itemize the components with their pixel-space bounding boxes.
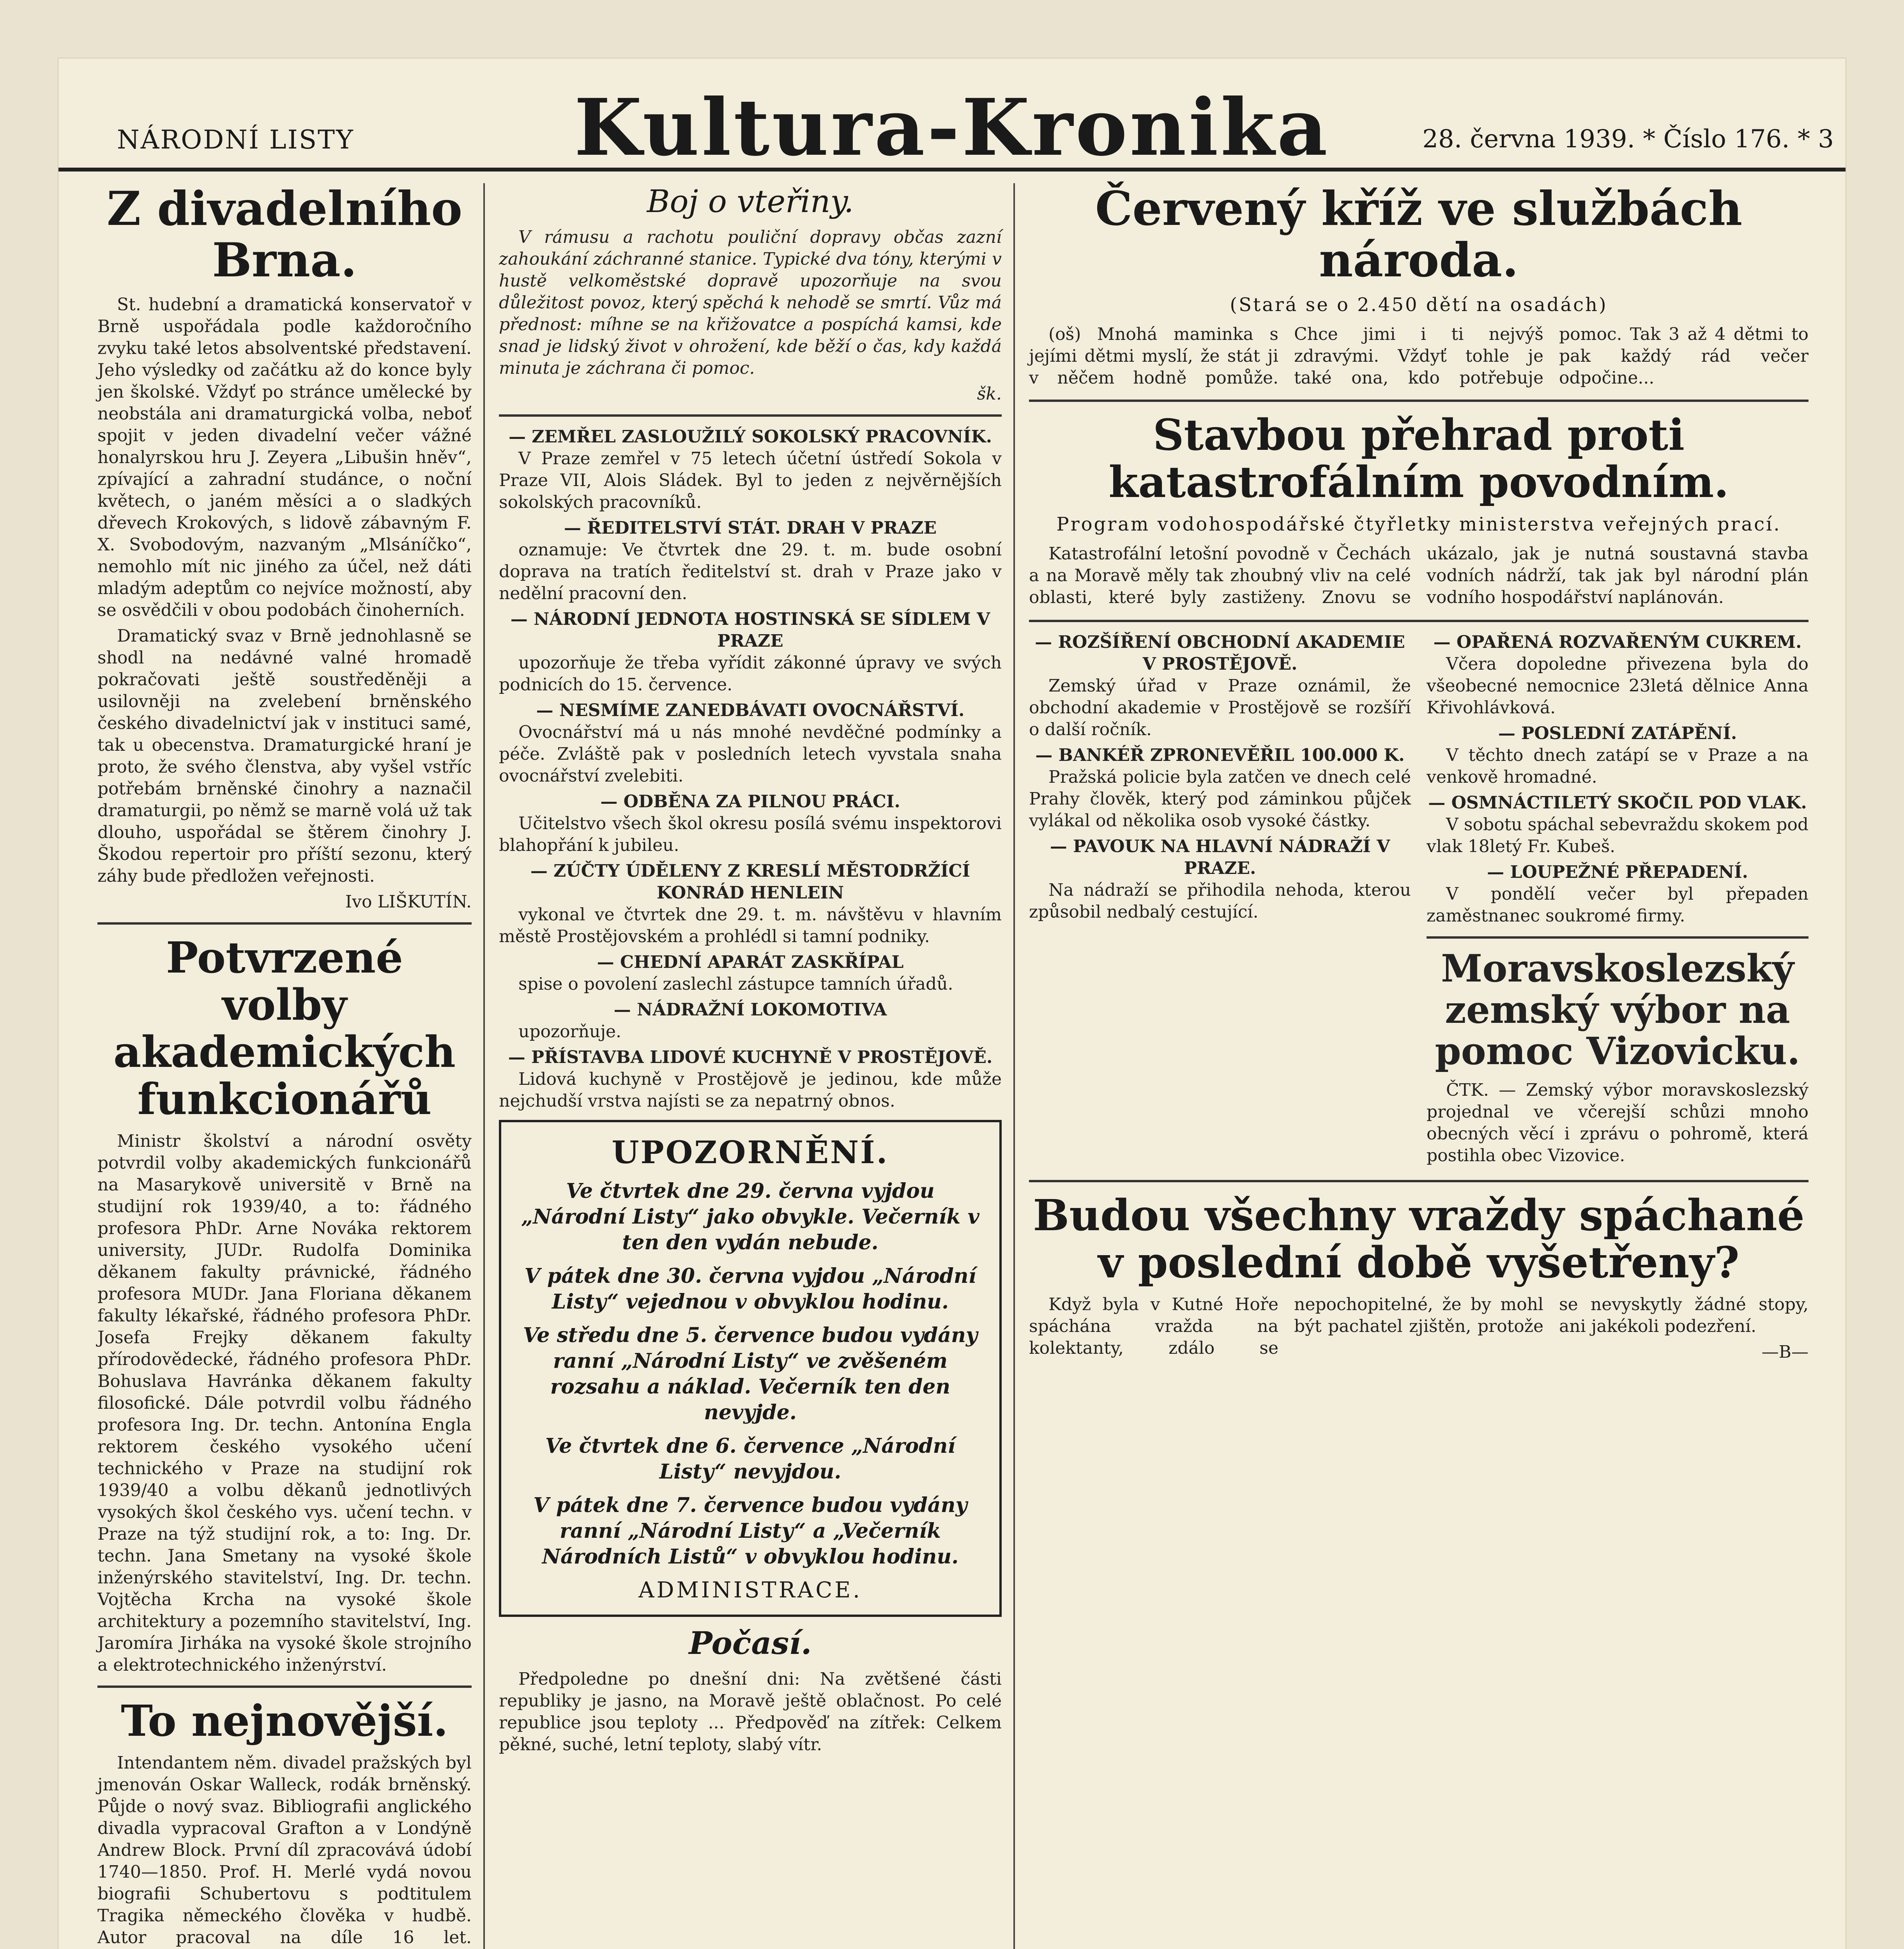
news-brief-text: oznamuje: Ve čtvrtek dne 29. t. m. bude osobní doprava na tratích ředitelství st. drah v Praze jako v nedělní pracovní den. bbox=[499, 540, 1002, 603]
newest-headline: To nejnovější. bbox=[121, 1696, 448, 1746]
dam-article bbox=[1029, 543, 1809, 610]
notice-paragraph: Ve čtvrtek dne 6. července „Národní Listy“ nevyjdou. bbox=[545, 1434, 956, 1484]
news-brief-headline: — CHEDNÍ APARÁT ZASKŘÍPAL bbox=[597, 952, 904, 972]
theatre-paragraph: Dramatický svaz v Brně jednohlasně se shodl na nedávné valné hromadě pokračovati ještě soustředěněji a usilovněji na zvelebení brněnského českého divadelnictví jak v instituci samé, tak u obecenstva. Dramaturgické hraní je proto, že svého členstva, aby vyšel vstříc potřebám brněnské činohry a naznačil dramaturgii, po němž se marně volá už tak dlouho, uspořádal se štěrem činohry J. Škodou repertoir pro příští sezonu, který záhy bude předložen veřejnosti. bbox=[97, 626, 472, 886]
dam-headline: Stavbou přehrad proti katastrofálním povodním. bbox=[1108, 410, 1729, 508]
news-brief-text: upozorňuje. bbox=[518, 1022, 622, 1042]
notice-paragraph: V pátek dne 7. července budou vydány ranní „Národní Listy“ a „Večerník Národních Listů“ v obvyklou hodinu. bbox=[533, 1493, 967, 1569]
newest-article bbox=[97, 1752, 472, 1949]
weather-headline: Počasí. bbox=[689, 1625, 812, 1661]
brief-headline: — ROZŠÍŘENÍ OBCHODNÍ AKADEMIE V PROSTĚJOVĚ. bbox=[1035, 632, 1405, 674]
news-brief bbox=[499, 608, 1002, 696]
news-brief-headline: — PŘÍSTAVBA LIDOVÉ KUCHYNĚ V PROSTĚJOVĚ. bbox=[508, 1047, 993, 1067]
brief-columns bbox=[1029, 631, 1809, 1171]
news-brief-text: spise o povolení zaslechl zástupce tamních úřadů. bbox=[518, 974, 953, 994]
news-brief-headline: — NÁDRAŽNÍ LOKOMOTIVA bbox=[613, 1000, 887, 1020]
brief-text: Včera dopoledne přivezena byla do všeobecné nemocnice 23letá dělnice Anna Křivohlávková. bbox=[1427, 654, 1809, 718]
notice-signature: ADMINISTRACE. bbox=[638, 1578, 862, 1603]
brief-column-left bbox=[1029, 631, 1411, 1171]
column-3 bbox=[1029, 183, 1809, 1363]
news-brief bbox=[499, 791, 1002, 856]
news-brief-text: Lidová kuchyně v Prostějově je jedinou, kde může nejchudší vrstva najísti se za nepatrný obnos. bbox=[499, 1069, 1002, 1111]
divider bbox=[97, 1685, 472, 1688]
theatre-article bbox=[97, 294, 472, 913]
divider bbox=[499, 414, 1002, 417]
academic-paragraph: Ministr školství a národní osvěty potvrdil volby akademických funkcionářů na Masarykově universitě v Brně na studijní rok 1939/40, a to: řádného profesora PhDr. Arne Nováka rektorem university, JUDr. Rudolfa Dominika děkanem fakulty právnické, řádného profesora MUDr. Jana Floriana děkanem fakulty lékařské, řádného profesora PhDr. Josefa Frejky děkanem fakulty přírodovědecké, řádného profesora PhDr. Bohuslava Havránka děkanem fakulty filosofické. Dále potvrdil volbu řádného profesora Ing. Dr. techn. Antonína Engla rektorem českého vysokého učení technického v Praze na studijní rok 1939/40 a volbu děkanů jednotlivých vysokých škol českého vys. učení techn. v Praze na týž studijní rok, a to: Ing. Dr. techn. Jana Smetany na vysoké škole inženýrského stavitelství, Ing. Dr. techn. Vojtěcha Krcha na vysoké škole architektury a pozemního stavitelství, Ing. Jaromíra Jirháka na vysoké škole strojního a elektrotechnického inženýrství. bbox=[97, 1131, 472, 1675]
notice-paragraph: V pátek dne 30. června vyjdou „Národní Listy“ vejednou v obvyklou hodinu. bbox=[524, 1264, 976, 1314]
news-brief bbox=[499, 517, 1002, 605]
news-brief bbox=[499, 1047, 1002, 1112]
brief-headline: — PAVOUK NA HLAVNÍ NÁDRAŽÍ V PRAZE. bbox=[1050, 837, 1390, 879]
news-brief-headline: — ZEMŘEL ZASLOUŽILÝ SOKOLSKÝ PRACOVNÍK. bbox=[508, 427, 992, 447]
news-brief-text: upozorňuje že třeba vyřídit zákonné úpravy ve svých podnicích do 15. července. bbox=[499, 653, 1002, 695]
murders-paragraph: Když byla v Kutné Hoře spáchána vražda na kolektanty, zdálo se nepochopitelné, že by mohl být pachatel zjištěn, protože se nevyskytly žádné stopy, ani jakékoli podezření. bbox=[1029, 1295, 1809, 1358]
murders-signature: —B— bbox=[1761, 1342, 1809, 1362]
news-brief bbox=[499, 860, 1002, 948]
news-brief-text: Ovocnářství má u nás mnohé nevděčné podmínky a péče. Zvláště pak v posledních letech vyvstala snaha ovocnářství zvelebiti. bbox=[499, 722, 1002, 786]
news-briefs bbox=[499, 426, 1002, 1112]
news-brief bbox=[499, 999, 1002, 1043]
theatre-paragraph: St. hudební a dramatická konservatoř v Brně uspořádala podle každoročního zvyku také letos absolventské představení. Jeho výsledky od začátku až do konce byly jen školské. Vždyť po stránce umělecké by neobstála ani dramaturgická volba, neboť spojit v jeden divadelní večer vážné honalyrskou hru J. Zeyera „Libušin hněv“, zpívající a zahradní studánce, o noční květech, o janém měsíci a o sladkých dřevech Krokových, s lidově zábavným F. X. Svobodovým, nazvaným „Mlsáníčko“, nemohlo mít nic jiného za účel, než dáti mladým adeptům co nejvíce možností, aby se osvědčili v obou podobách činoherních. bbox=[97, 295, 472, 620]
academic-article bbox=[97, 1130, 472, 1676]
brief-headline: — LOUPEŽNÉ PŘEPADENÍ. bbox=[1487, 862, 1748, 883]
notice-box bbox=[499, 1120, 1002, 1617]
brief-headline: — POSLEDNÍ ZATÁPĚNÍ. bbox=[1498, 723, 1737, 744]
divider bbox=[1029, 400, 1809, 402]
boj-headline: Boj o vteřiny. bbox=[647, 183, 854, 219]
weather-paragraph: Předpoledne po dnešní dni: Na zvětšené části republiky je jasno, na Moravě ještě oblačnost. Po celé republice jsou teploty ... Předpověď na zítřek: Celkem pěkné, suché, letní teploty, slabý vítr. bbox=[499, 1669, 1002, 1754]
red-cross-article bbox=[1029, 324, 1809, 390]
brief-text: V sobotu spáchal sebevraždu skokem pod vlak 18letý Fr. Kubeš. bbox=[1427, 815, 1809, 857]
boj-signature: šk. bbox=[977, 384, 1002, 404]
news-brief-headline: — ZÚČTY ÚDĚLENY Z KRESLÍ MĚSTODRŽÍCÍ KONRÁD HENLEIN bbox=[530, 861, 971, 903]
column-2 bbox=[499, 183, 1002, 1760]
brief-headline: — OSMNÁCTILETÝ SKOČIL POD VLAK. bbox=[1428, 793, 1807, 813]
theatre-signature: Ivo LIŠKUTÍN. bbox=[345, 892, 472, 912]
column-divider bbox=[1013, 183, 1015, 1949]
brief-headline: — BANKÉŘ ZPRONEVĚŘIL 100.000 K. bbox=[1035, 745, 1405, 766]
section-title: Kultura-Kronika bbox=[574, 82, 1330, 173]
divider bbox=[1029, 620, 1809, 622]
brief-headline: — OPAŘENÁ ROZVAŘENÝM CUKREM. bbox=[1433, 632, 1802, 653]
date-issue: 28. června 1939. * Číslo 176. * 3 bbox=[1422, 125, 1834, 154]
boj-article bbox=[499, 226, 1002, 405]
notice-paragraph: Ve čtvrtek dne 29. června vyjdou „Národní Listy“ jako obvykle. Večerník v ten den vydán nebude. bbox=[521, 1179, 979, 1254]
murders-article bbox=[1029, 1294, 1809, 1363]
theatre-headline: Z divadelního Brna. bbox=[106, 181, 463, 288]
news-brief-headline: — NÁRODNÍ JEDNOTA HOSTINSKÁ SE SÍDLEM V PRAZE bbox=[510, 609, 990, 651]
murders-headline: Budou všechny vraždy spáchané v poslední době vyšetřeny? bbox=[1033, 1190, 1805, 1288]
dam-paragraph: Katastrofální letošní povodně v Čechách a na Moravě měly tak zhoubný vliv na celé oblasti, které byly zastiženy. Znovu se ukázalo, jak je nutná soustavná stavba vodních nádrží, tak jak byl národní plán vodního hospodářství naplánován. bbox=[1029, 544, 1809, 608]
brief-text: Na nádraží se přihodila nehoda, kterou způsobil nedbalý cestující. bbox=[1029, 880, 1411, 922]
news-brief-text: V Praze zemřel v 75 letech účetní ústředí Sokola v Praze VII, Alois Sládek. Byl to jeden z nejvěrnějších sokolských pracovníků. bbox=[499, 449, 1002, 512]
divider bbox=[97, 922, 472, 925]
news-brief bbox=[499, 700, 1002, 787]
boj-paragraph: V rámusu a rachotu pouliční dopravy občas zazní zahoukání záchranné stanice. Typické dva tóny, kterými v hustě velkoměstské dopravě upozorňuje na svou důležitost povoz, který spěchá k nehodě se smrtí. Vůz má přednost: míhne se na křižovatce a pospíchá kamsi, kde snad je lidský život v ohrožení, kde běží o čas, kdy každá minuta je záchrana či pomoc. bbox=[499, 227, 1002, 378]
news-brief-text: Učitelstvo všech škol okresu posílá svému inspektorovi blahopřání k jubileu. bbox=[499, 814, 1002, 855]
news-brief-headline: — ODBĚNA ZA PILNOU PRÁCI. bbox=[600, 792, 900, 812]
dam-subhead: Program vodohospodářské čtyřletky ministerstva veřejných prací. bbox=[1056, 513, 1781, 536]
news-brief-headline: — NESMÍME ZANEDBÁVATI OVOCNÁŘSTVÍ. bbox=[536, 700, 965, 720]
brief-text: V pondělí večer byl přepaden zaměstnanec soukromé firmy. bbox=[1427, 884, 1809, 926]
divider bbox=[1427, 936, 1809, 939]
notice-title: UPOZORNĚNÍ. bbox=[612, 1134, 889, 1171]
brief-column-right bbox=[1427, 631, 1809, 1171]
brief-text: Zemský úřad v Praze oznámil, že obchodní akademie v Prostějově se rozšíří o další ročník. bbox=[1029, 676, 1411, 740]
news-brief-text: vykonal ve čtvrtek dne 29. t. m. návštěvu v hlavním městě Prostějovském a prohlédl si tamní podniky. bbox=[499, 905, 1002, 946]
brief-text: V těchto dnech zatápí se v Praze a na venkově hromadné. bbox=[1427, 745, 1809, 787]
red-cross-headline: Červený kříž ve službách národa. bbox=[1095, 181, 1743, 288]
newest-paragraph: Intendantem něm. divadel pražských byl jmenován Oskar Walleck, rodák brněnský. Půjde o nový svaz. Bibliografii anglického divadla vypracoval Grafton a v Londýně Andrew Block. První díl zpracovává údobí 1740—1850. Prof. H. Merlé vydá novou biografii Schubertovu s podtitulem Tragika německého člověka v hudbě. Autor pracoval na díle 16 let. bbox=[97, 1753, 472, 1947]
academic-headline: Potvrzené volby akademických funkcionářů bbox=[113, 932, 456, 1124]
notice-paragraph: Ve středu dne 5. července budou vydány ranní „Národní Listy“ ve zvěšeném rozsahu a náklad. Večerník ten den nevyjde. bbox=[523, 1323, 978, 1424]
masthead bbox=[58, 78, 1846, 172]
morava-text: ČTK. — Zemský výbor moravskoslezský projednal ve včerejší schůzi mnoho obecných věcí i zprávu o pohromě, která postihla obec Vizovice. bbox=[1427, 1080, 1809, 1166]
news-brief-headline: — ŘEDITELSTVÍ STÁT. DRAH V PRAZE bbox=[564, 518, 937, 538]
news-brief bbox=[499, 952, 1002, 995]
divider bbox=[1029, 1180, 1809, 1182]
column-1 bbox=[97, 183, 472, 1949]
column-divider bbox=[483, 183, 485, 1949]
weather-article bbox=[499, 1668, 1002, 1756]
morava-headline: Moravskoslezský zemský výbor na pomoc Vizovicku. bbox=[1435, 946, 1800, 1073]
red-cross-subhead: (Stará se o 2.450 dětí na osadách) bbox=[1230, 294, 1608, 316]
red-cross-paragraph: (oš) Mnohá maminka s jejími dětmi myslí, že stát ji v něčem hodně pomůže. Chce jimi i ti nejvýš zdravými. Vždyť tohle je také ona, kdo potřebuje pomoc. Tak 3 až 4 dětmi to pak každý rád večer odpočine... bbox=[1029, 324, 1809, 388]
brief-text: Pražská policie byla zatčen ve dnech celé Prahy člověk, který pod záminkou půjček vylákal od několika osob vysoké částky. bbox=[1029, 767, 1411, 831]
news-brief bbox=[499, 426, 1002, 513]
paper-name: NÁRODNÍ LISTY bbox=[117, 125, 354, 155]
